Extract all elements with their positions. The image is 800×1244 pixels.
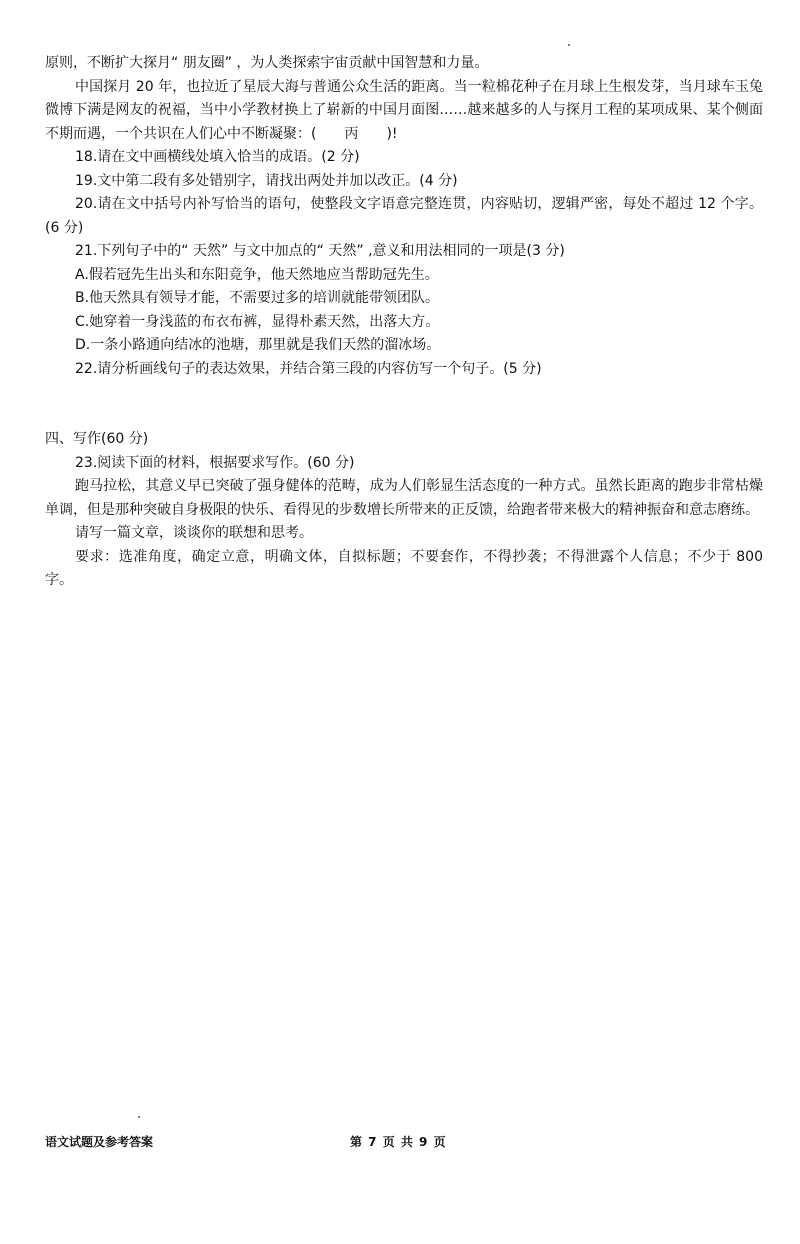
writing-material: 跑马拉松，其意义早已突破了强身健体的范畴，成为人们彰显生活态度的一种方式。虽然长距离的跑步非常枯燥单调，但是那种突破自身极限的快乐、看得见的步数增长所带来的正反馈，给跑者带来极大的精神振奋和意志磨练。 [45, 478, 763, 518]
option-d: D.一条小路通向结冰的池塘，那里就是我们天然的溜冰场。 [75, 337, 441, 353]
passage-line-continuation: 原则，不断扩大探月“ 朋友圈” ，为人类探索宇宙贡献中国智慧和力量。 [45, 55, 489, 71]
writing-requirements: 要求：选准角度，确定立意，明确文体，自拟标题；不要套作，不得抄袭；不得泄露个人信息；不少于 800 字。 [45, 548, 763, 588]
footer-doc-title: 语文试题及参考答案 [45, 1135, 154, 1149]
footer-page-number: 第 7 页 共 9 页 [350, 1135, 447, 1149]
scan-speck [568, 44, 570, 46]
scan-speck [138, 1116, 140, 1118]
option-a: A.假若冠先生出头和东阳竞争，他天然地应当帮助冠先生。 [75, 266, 439, 283]
question-21: 21.下列句子中的“ 天然” 与文中加点的“ 天然” ,意义和用法相同的一项是(3 分) [75, 243, 565, 259]
page-content [45, 52, 763, 593]
question-23: 23.阅读下面的材料，根据要求写作。(60 分) [75, 454, 355, 471]
option-c: C.她穿着一身浅蓝的布衣布裤，显得朴素天然，出落大方。 [75, 313, 440, 330]
question-20: 20.请在文中括号内补写恰当的语句，使整段文字语意完整连贯，内容贴切，逻辑严密，每处不超过 12 个字。(6 分) [45, 196, 763, 236]
passage-paragraph-3: 中国探月 20 年，也拉近了星辰大海与普通公众生活的距离。当一粒棉花种子在月球上生根发芽，当月球车玉兔微博下满是网友的祝福，当中小学教材换上了崭新的中国月面图……越来越多的人与探月工程的某项成果、某个侧面不期而遇，一个共识在人们心中不断凝聚：( 丙 )! [45, 78, 763, 142]
section-gap [45, 381, 763, 428]
option-b: B.他天然具有领导才能，不需要过多的培训就能带领团队。 [75, 290, 440, 306]
question-22: 22.请分析画线句子的表达效果，并结合第三段的内容仿写一个句子。(5 分) [75, 360, 542, 377]
question-19: 19.文中第二段有多处错别字，请找出两处并加以改正。(4 分) [75, 172, 458, 189]
question-18: 18.请在文中画横线处填入恰当的成语。(2 分) [75, 149, 360, 165]
writing-prompt: 请写一篇文章，谈谈你的联想和思考。 [75, 525, 313, 541]
writing-section-title: 四、写作(60 分) [45, 431, 149, 447]
